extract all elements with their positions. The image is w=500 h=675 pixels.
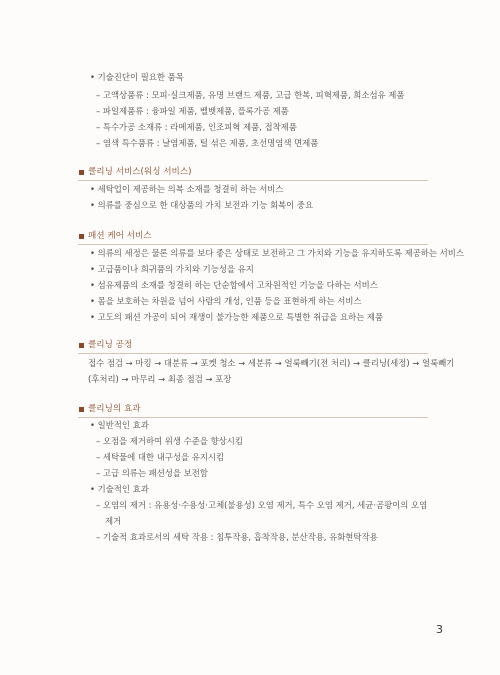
bullet-item: • 고급품이나 희귀품의 가치와 기능성을 유지 (90, 264, 254, 274)
section-divider (78, 180, 428, 181)
section-title: 클리닝 서비스(워싱 서비스) (88, 167, 192, 177)
page-number: 3 (436, 623, 443, 636)
sub-item: – 파일제품류 : 융파일 제품, 벨벳제품, 플록가공 제품 (96, 106, 289, 116)
bullet-item: • 섬유제품의 소재를 청결히 하는 단순함에서 고차원적인 기능을 다하는 서비스 (90, 280, 378, 290)
section-marker (79, 234, 84, 239)
bullet-item: • 의류의 세정은 물론 의류를 보다 좋은 상태로 보전하고 그 가치와 기능을 유지하도록 제공하는 서비스 (90, 248, 464, 258)
section-divider (78, 353, 428, 354)
sub-item: – 기술적 효과로서의 세탁 작용 : 침투작용, 흡착작용, 분산작용, 유화현탁작용 (96, 532, 378, 542)
process-line: 접수 점검 → 마킹 → 대분류 → 포켓 청소 → 세분류 → 얼룩빼기(전 처리) → 클리닝(세정) → 얼룩빼기 (88, 358, 455, 368)
section-divider (78, 244, 428, 245)
bullet-item: • 세탁업이 제공하는 의복 소재를 청결히 하는 서비스 (90, 184, 284, 194)
section-marker (79, 407, 84, 412)
process-line: (후처리) → 마무리 → 최종 점검 → 포장 (88, 374, 232, 384)
bullet-item: • 일반적인 효과 (90, 420, 149, 430)
sub-item: – 특수가공 소재류 : 라메제품, 인조피혁 제품, 접착제품 (96, 122, 297, 132)
section-marker (79, 343, 84, 348)
section-marker (79, 170, 84, 175)
sub-item: – 염색 특수품류 : 날염제품, 털 섞은 제품, 초선명염색 면제품 (96, 138, 319, 148)
bullet-item: • 기술적인 효과 (90, 484, 149, 494)
bullet-item: • 의류를 중심으로 한 대상품의 가치 보전과 기능 회복이 중요 (90, 200, 314, 210)
section-title: 클리닝의 효과 (88, 404, 141, 414)
sub-item: – 고급 의류는 패션성을 보전함 (96, 468, 208, 478)
bullet-item: • 고도의 패션 가공이 되어 재생이 불가능한 제품으로 특별한 취급을 요하는 제품 (90, 312, 384, 322)
sub-item: – 세탁물에 대한 내구성을 유지시킴 (96, 452, 225, 462)
section-divider (78, 417, 428, 418)
section-title: 패션 케어 서비스 (88, 231, 152, 241)
sub-item: – 오염의 제거 : 유용성·수용성·고체(불용성) 오염 제거, 특수 오염 제거, 세균·곰팡이의 오염 (96, 500, 428, 510)
bullet-item: • 기술진단이 필요한 품목 (90, 72, 184, 82)
section-title: 클리닝 공정 (88, 340, 133, 350)
bullet-item: • 몸을 보호하는 차원을 넘어 사람의 개성, 인품 등을 표현하게 하는 서비스 (90, 296, 362, 306)
sub-item: – 고액상품류 : 모피·실크제품, 유명 브랜드 제품, 고급 한복, 피혁제품, 희소섬유 제품 (96, 90, 405, 100)
sub-item: – 오점을 제거하여 위생 수준을 향상시킴 (96, 436, 243, 446)
sub-item-continuation: 제거 (105, 516, 122, 526)
